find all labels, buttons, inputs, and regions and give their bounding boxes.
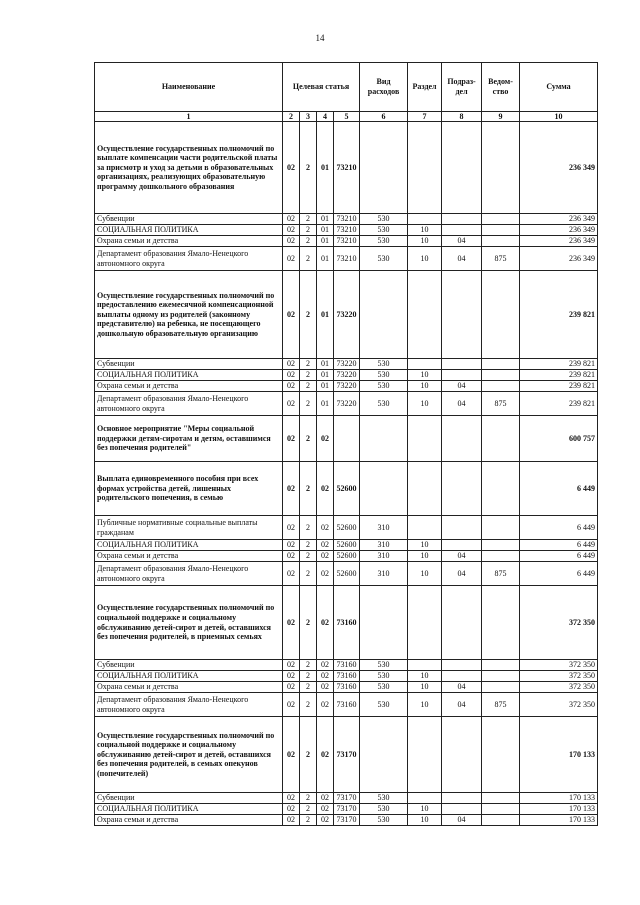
table-row [95,586,598,660]
header-subsection: Подраз-дел [442,63,482,112]
subsection: 04 [442,236,482,247]
expense-code: 73210 [334,214,360,225]
program-code: 02 [283,551,300,562]
col-number: 7 [408,112,442,122]
department-code [482,793,520,804]
subprogram-code: 2 [300,381,317,392]
section: 10 [408,236,442,247]
subsection: 04 [442,381,482,392]
program-code: 02 [283,693,300,717]
subprogram-code: 2 [300,516,317,540]
section [408,359,442,370]
table-row [95,660,598,671]
subsection [442,225,482,236]
section: 10 [408,225,442,236]
department-code [482,225,520,236]
subprogram-code: 2 [300,660,317,671]
row-name: Охрана семьи и детства [95,682,283,693]
section: 10 [408,671,442,682]
subsection [442,370,482,381]
program-code: 02 [283,804,300,815]
subprogram-code: 2 [300,717,317,793]
program-code: 02 [283,236,300,247]
expense-code: 52600 [334,562,360,586]
subsection [442,660,482,671]
page-number: 14 [315,33,325,43]
subprogram-code: 2 [300,359,317,370]
header-row [95,63,598,112]
section: 10 [408,682,442,693]
activity-code: 01 [317,214,334,225]
section: 10 [408,551,442,562]
expense-type: 530 [360,225,408,236]
activity-code: 01 [317,392,334,416]
activity-code: 02 [317,516,334,540]
program-code: 02 [283,671,300,682]
sum: 239 821 [520,370,598,381]
sum: 6 449 [520,551,598,562]
subsection: 04 [442,815,482,826]
activity-code: 02 [317,793,334,804]
section: 10 [408,804,442,815]
expense-code: 73210 [334,225,360,236]
department-code [482,671,520,682]
program-code: 02 [283,392,300,416]
subsection [442,214,482,225]
sum: 236 349 [520,122,598,214]
subprogram-code: 2 [300,551,317,562]
department-code: 875 [482,562,520,586]
subsection: 04 [442,392,482,416]
expense-type: 530 [360,660,408,671]
activity-code: 02 [317,416,334,462]
row-name: Субвенции [95,214,283,225]
expense-code: 73210 [334,247,360,271]
expense-type [360,122,408,214]
sum: 170 133 [520,815,598,826]
col-number: 2 [283,112,300,122]
subprogram-code: 2 [300,225,317,236]
row-name: Департамент образования Ямало-Ненецкого автономного округа [95,693,283,717]
department-code [482,370,520,381]
table-row [95,381,598,392]
row-name: Выплата единовременного пособия при всех формах устройства детей, лишенных родительского попечения, в семью [95,462,283,516]
expense-code: 73170 [334,815,360,826]
expense-type: 530 [360,236,408,247]
sum: 372 350 [520,682,598,693]
activity-code: 02 [317,815,334,826]
activity-code: 02 [317,693,334,717]
activity-code: 02 [317,804,334,815]
subsection [442,359,482,370]
department-code [482,804,520,815]
department-code [482,462,520,516]
activity-code: 01 [317,225,334,236]
activity-code: 02 [317,717,334,793]
expense-code: 52600 [334,516,360,540]
subprogram-code: 2 [300,462,317,516]
expense-type: 310 [360,540,408,551]
sum: 372 350 [520,693,598,717]
activity-code: 02 [317,682,334,693]
row-name: СОЦИАЛЬНАЯ ПОЛИТИКА [95,804,283,815]
expense-type: 530 [360,682,408,693]
table-row [95,370,598,381]
row-name: Департамент образования Ямало-Ненецкого автономного округа [95,562,283,586]
subprogram-code: 2 [300,540,317,551]
row-name: Департамент образования Ямало-Ненецкого автономного округа [95,247,283,271]
header-section: Раздел [408,63,442,112]
activity-code: 02 [317,586,334,660]
activity-code: 01 [317,370,334,381]
expense-code: 73220 [334,392,360,416]
subsection [442,540,482,551]
sum: 239 821 [520,392,598,416]
sum: 600 757 [520,416,598,462]
activity-code: 01 [317,236,334,247]
activity-code: 01 [317,359,334,370]
expense-type: 530 [360,671,408,682]
section: 10 [408,540,442,551]
sum: 236 349 [520,247,598,271]
activity-code: 02 [317,671,334,682]
expense-code: 73210 [334,236,360,247]
activity-code: 01 [317,122,334,214]
program-code: 02 [283,793,300,804]
expense-code: 52600 [334,551,360,562]
department-code [482,660,520,671]
table-row [95,562,598,586]
expense-type: 530 [360,793,408,804]
table-row [95,516,598,540]
section [408,462,442,516]
subprogram-code: 2 [300,815,317,826]
table-row [95,236,598,247]
header-department: Ведом-ство [482,63,520,112]
expense-type [360,586,408,660]
header-expense-type: Вид расходов [360,63,408,112]
department-code [482,236,520,247]
subsection [442,516,482,540]
expense-code: 73220 [334,381,360,392]
subsection [442,122,482,214]
row-name: Охрана семьи и детства [95,551,283,562]
col-number: 5 [334,112,360,122]
activity-code: 02 [317,660,334,671]
row-name: Публичные нормативные социальные выплаты гражданам [95,516,283,540]
expense-code: 73220 [334,370,360,381]
department-code [482,122,520,214]
subsection: 04 [442,551,482,562]
subprogram-code: 2 [300,122,317,214]
expense-type: 530 [360,247,408,271]
subsection [442,271,482,359]
subprogram-code: 2 [300,562,317,586]
department-code: 875 [482,247,520,271]
row-name: Субвенции [95,359,283,370]
program-code: 02 [283,660,300,671]
expense-type: 530 [360,214,408,225]
program-code: 02 [283,682,300,693]
expense-type [360,717,408,793]
department-code [482,271,520,359]
activity-code: 01 [317,381,334,392]
row-name: Субвенции [95,660,283,671]
subsection: 04 [442,247,482,271]
subprogram-code: 2 [300,586,317,660]
sum: 372 350 [520,660,598,671]
sum: 6 449 [520,516,598,540]
subsection [442,671,482,682]
section [408,516,442,540]
table-row [95,693,598,717]
sum: 372 350 [520,586,598,660]
col-number: 6 [360,112,408,122]
section: 10 [408,815,442,826]
subsection: 04 [442,693,482,717]
activity-code: 01 [317,271,334,359]
table-row [95,717,598,793]
sum: 236 349 [520,214,598,225]
sum: 239 821 [520,359,598,370]
sum: 372 350 [520,671,598,682]
subprogram-code: 2 [300,271,317,359]
section: 10 [408,693,442,717]
program-code: 02 [283,462,300,516]
subprogram-code: 2 [300,236,317,247]
section [408,214,442,225]
expense-type [360,271,408,359]
program-code: 02 [283,516,300,540]
subprogram-code: 2 [300,392,317,416]
row-name: Субвенции [95,793,283,804]
subprogram-code: 2 [300,682,317,693]
sum: 6 449 [520,562,598,586]
program-code: 02 [283,416,300,462]
expense-type: 530 [360,359,408,370]
table-row [95,225,598,236]
program-code: 02 [283,540,300,551]
table-row [95,214,598,225]
department-code [482,551,520,562]
expense-code: 73220 [334,271,360,359]
section [408,717,442,793]
department-code [482,416,520,462]
section: 10 [408,381,442,392]
program-code: 02 [283,225,300,236]
subsection [442,793,482,804]
row-name: Осуществление государственных полномочий по предоставлению ежемесячной компенсационной выплаты одному из родителей (законному представителю) на ребенка, не посещающего дошкольную образовательную организацию [95,271,283,359]
table-row [95,682,598,693]
department-code [482,214,520,225]
row-name: Осуществление государственных полномочий по социальной поддержке и социальному обслуживанию детей-сирот и детей, оставшихся без попечения родителей, в семьях опекунов (попечителей) [95,717,283,793]
header-name: Наименование [95,63,283,112]
header-sum: Сумма [520,63,598,112]
expense-code: 73160 [334,682,360,693]
program-code: 02 [283,586,300,660]
subprogram-code: 2 [300,214,317,225]
program-code: 02 [283,122,300,214]
program-code: 02 [283,271,300,359]
col-number: 4 [317,112,334,122]
table-row [95,551,598,562]
activity-code: 02 [317,540,334,551]
department-code [482,586,520,660]
row-name: СОЦИАЛЬНАЯ ПОЛИТИКА [95,225,283,236]
expense-code: 73160 [334,586,360,660]
budget-table [94,62,598,826]
expense-code: 52600 [334,540,360,551]
row-name: СОЦИАЛЬНАЯ ПОЛИТИКА [95,671,283,682]
table-row [95,122,598,214]
table-body [95,122,598,826]
subprogram-code: 2 [300,247,317,271]
row-name: Осуществление государственных полномочий по социальной поддержке и социальному обслуживанию детей-сирот и детей, оставшихся без попечения родителей, в приемных семьях [95,586,283,660]
row-name: СОЦИАЛЬНАЯ ПОЛИТИКА [95,540,283,551]
sum: 239 821 [520,271,598,359]
subsection [442,416,482,462]
section: 10 [408,562,442,586]
subprogram-code: 2 [300,804,317,815]
program-code: 02 [283,717,300,793]
expense-code: 73170 [334,793,360,804]
row-name: Охрана семьи и детства [95,815,283,826]
expense-code: 52600 [334,462,360,516]
row-name: Осуществление государственных полномочий по выплате компенсации части родительской платы за присмотр и уход за детьми в образовательных организациях, реализующих образовательную программу дошкольного образования [95,122,283,214]
program-code: 02 [283,815,300,826]
subsection: 04 [442,682,482,693]
section [408,586,442,660]
sum: 170 133 [520,717,598,793]
header-target-article: Целевая статья [283,63,360,112]
expense-code [334,416,360,462]
expense-code: 73160 [334,660,360,671]
activity-code: 02 [317,562,334,586]
section [408,271,442,359]
department-code [482,516,520,540]
sum: 6 449 [520,462,598,516]
expense-type: 310 [360,516,408,540]
department-code [482,381,520,392]
section [408,122,442,214]
row-name: Основное мероприятие "Меры социальной поддержки детям-сиротам и детям, оставшимся без попечения родителей" [95,416,283,462]
expense-code: 73160 [334,693,360,717]
program-code: 02 [283,214,300,225]
expense-code: 73160 [334,671,360,682]
table-row [95,359,598,370]
expense-type: 530 [360,370,408,381]
expense-type: 530 [360,804,408,815]
program-code: 02 [283,359,300,370]
col-number: 9 [482,112,520,122]
table-row [95,540,598,551]
col-number: 8 [442,112,482,122]
section [408,660,442,671]
col-number: 3 [300,112,317,122]
sum: 239 821 [520,381,598,392]
program-code: 02 [283,562,300,586]
department-code: 875 [482,693,520,717]
table-row [95,804,598,815]
table-row [95,392,598,416]
table-row [95,416,598,462]
subsection [442,586,482,660]
table-row [95,671,598,682]
expense-type: 310 [360,562,408,586]
section: 10 [408,392,442,416]
row-name: Охрана семьи и детства [95,381,283,392]
expense-code: 73170 [334,804,360,815]
expense-code: 73210 [334,122,360,214]
department-code [482,359,520,370]
table-row [95,247,598,271]
expense-type: 530 [360,392,408,416]
table-row [95,815,598,826]
program-code: 02 [283,247,300,271]
department-code [482,815,520,826]
expense-type: 310 [360,551,408,562]
subsection [442,717,482,793]
department-code [482,682,520,693]
program-code: 02 [283,370,300,381]
sum: 6 449 [520,540,598,551]
section [408,793,442,804]
column-number-row [95,112,598,122]
table-row [95,793,598,804]
table-row [95,271,598,359]
section: 10 [408,247,442,271]
subprogram-code: 2 [300,370,317,381]
table-row [95,462,598,516]
activity-code: 02 [317,462,334,516]
expense-type: 530 [360,381,408,392]
activity-code: 02 [317,551,334,562]
expense-code: 73220 [334,359,360,370]
expense-code: 73170 [334,717,360,793]
sum: 170 133 [520,793,598,804]
expense-type [360,462,408,516]
subsection: 04 [442,562,482,586]
row-name: Департамент образования Ямало-Ненецкого автономного округа [95,392,283,416]
col-number: 1 [95,112,283,122]
department-code: 875 [482,392,520,416]
row-name: СОЦИАЛЬНАЯ ПОЛИТИКА [95,370,283,381]
department-code [482,540,520,551]
sum: 170 133 [520,804,598,815]
row-name: Охрана семьи и детства [95,236,283,247]
subprogram-code: 2 [300,793,317,804]
section: 10 [408,370,442,381]
section [408,416,442,462]
expense-type: 530 [360,693,408,717]
department-code [482,717,520,793]
program-code: 02 [283,381,300,392]
subprogram-code: 2 [300,671,317,682]
expense-type: 530 [360,815,408,826]
sum: 236 349 [520,236,598,247]
subprogram-code: 2 [300,693,317,717]
subsection [442,462,482,516]
expense-type [360,416,408,462]
activity-code: 01 [317,247,334,271]
subsection [442,804,482,815]
subprogram-code: 2 [300,416,317,462]
sum: 236 349 [520,225,598,236]
col-number: 10 [520,112,598,122]
